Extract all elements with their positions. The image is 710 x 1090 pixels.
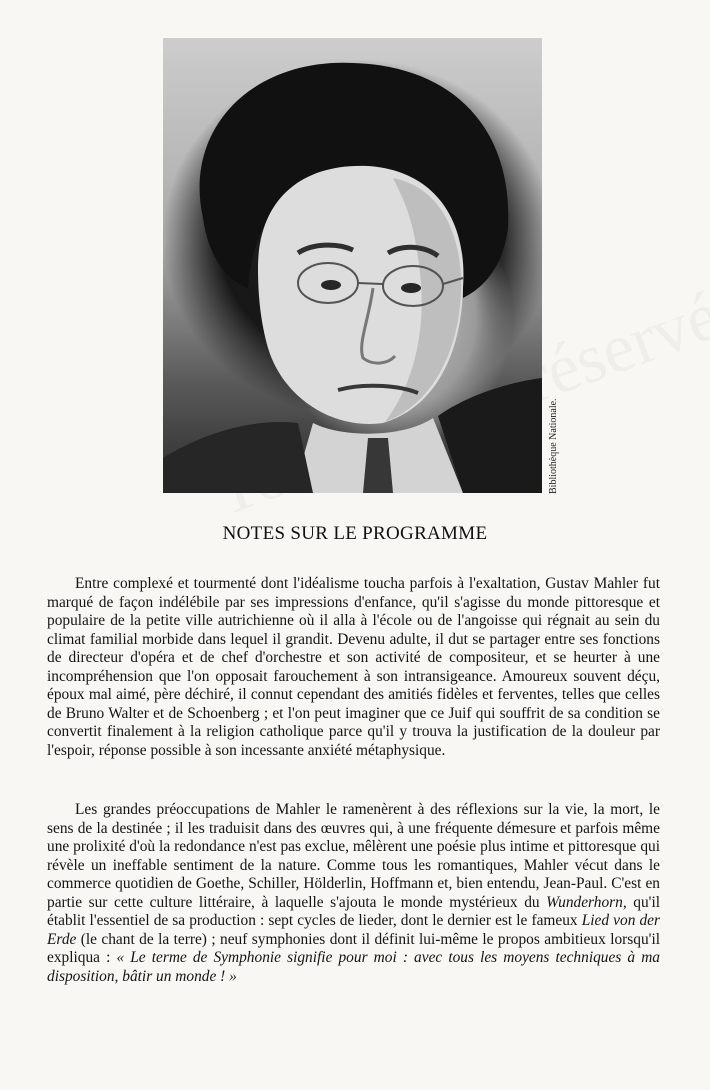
- title-lied-von-der-erde: Lied von der Erde: [47, 912, 661, 948]
- photo-credit: Bibliothèque Nationale.: [548, 398, 559, 494]
- mahler-quote: « Le terme de Symphonie signifie pour moi : avec tous les moyens techniques à ma disposition, bâtir un monde ! »: [47, 949, 660, 985]
- paragraph-1: Entre complexé et tourmenté dont l'idéalisme toucha parfois à l'exaltation, Gustav Mahler fut marqué de façon indélébile par ses impressions d'enfance, qu'il s'agisse du monde pittoresque et populaire de la petite ville autrichienne où il alla à l'école ou de l'angoisse qui régnait au sein du climat familial morbide dans lequel il grandit. Devenu adulte, il dut se partager entre ses fonctions de directeur d'opéra et de chef d'orchestre et son activité de compositeur, et se heurter à une incompréhension que l'on opposait farouchement à son intransigeance. Amoureux souvent déçu, époux mal aimé, père déchiré, il connut cependant des amitiés fidèles et ferventes, telles que celles de Bruno Walter et de Schoenberg ; et l'on peut imaginer que ce Juif qui souffrit de sa condition se convertit finalement à la religion catholique parce qu'il y trouva la justification de la douleur par l'espoir, réponse possible à son incessante anxiété métaphysique.: [47, 575, 660, 759]
- page-heading: NOTES SUR LE PROGRAMME: [222, 523, 488, 544]
- paragraph-2-text-e: (le chant de la terre) ; neuf symphonies dont il définit lui-même le propos ambitieux lorsqu'il expliqua :: [47, 930, 660, 966]
- paragraph-2-text-a: Les grandes préoccupations de Mahler le ramenèrent à des réflexions sur la vie, la mort, le sens de la destinée ; il les traduisit dans des œuvres qui, à une fréquente démesure et parfois même une prolixité d'où la redondance n'est pas exclue, mêlèrent une poésie plus intime et pittoresque qui révèle un ineffable sentiment de la nature. Comme tous les romantiques, Mahler vécut dans le commerce quotidien de Goethe, Schiller, Hölderlin, Hoffmann et, bien entendu, Jean-Paul. C'est en partie sur cette culture littéraire, à laquelle s'ajouta le monde mystérieux du: [47, 801, 660, 911]
- portrait-photo: [163, 38, 542, 493]
- paragraph-2-text-c: qu'il établit l'essentiel de sa production : sept cycles de lieder, dont le dernier est le fameux: [47, 893, 660, 929]
- portrait-drawing: [163, 38, 542, 493]
- title-wunderhorn: Wunderhorn,: [546, 893, 627, 911]
- paragraph-2: [47, 801, 660, 986]
